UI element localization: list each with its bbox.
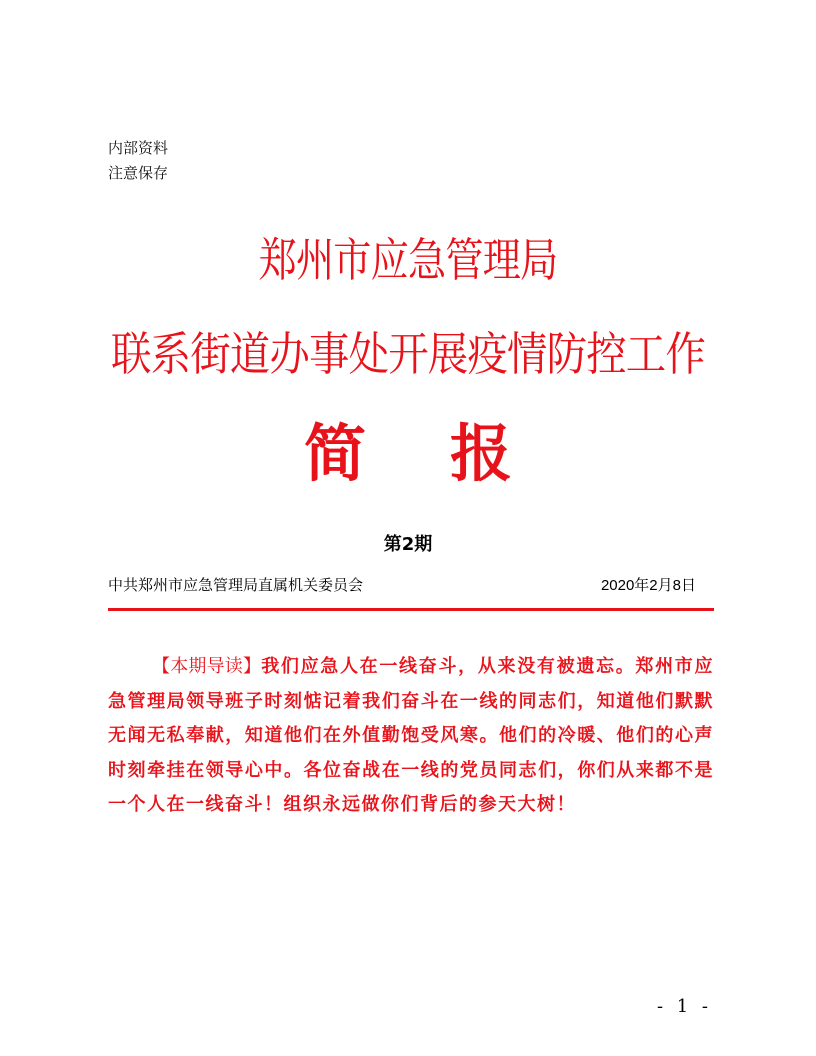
confidential-line-1: 内部资料: [108, 139, 169, 157]
masthead-title: 简报: [303, 417, 596, 490]
page-number: - 1 -: [656, 996, 712, 1017]
intro-paragraph: [108, 650, 714, 823]
publish-date: 2020年2月8日: [600, 577, 696, 594]
masthead-line-1: 郑州市应急管理局: [258, 233, 558, 287]
issue-number: 第2期: [383, 534, 433, 555]
intro-text: 我们应急人在一线奋斗，从来没有被遗忘。郑州市应急管理局领导班子时刻惦记着我们奋斗在一线的同志们，知道他们默默无闻无私奉献，知道他们在外值勤饱受风寒。他们的冷暖、他们的心声时刻牵挂在领导心中。各位奋战在一线的党员同志们，你们从来都不是一个人在一线奋斗！组织永远做你们背后的参天大树！: [108, 656, 715, 815]
confidential-notice: [108, 136, 168, 186]
confidential-line-2: 注意保存: [108, 164, 169, 182]
red-divider: [108, 608, 714, 611]
publisher: 中共郑州市应急管理局直属机关委员会: [108, 576, 364, 594]
intro-tag: 【本期导读】: [152, 656, 262, 677]
masthead-line-2: 联系街道办事处开展疫情防控工作: [110, 327, 705, 381]
